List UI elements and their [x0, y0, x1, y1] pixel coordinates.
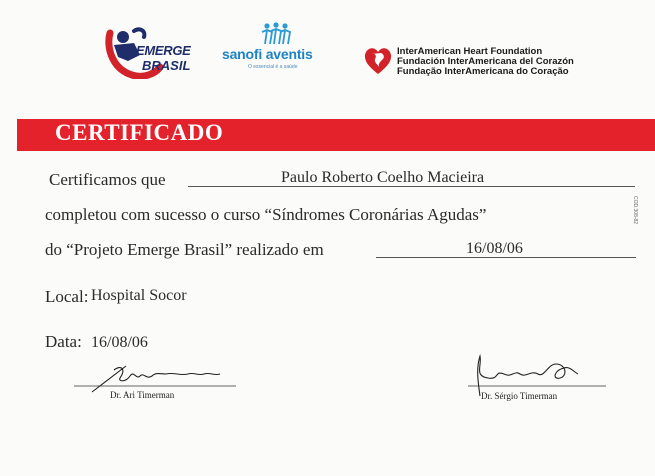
date-label: Data:: [45, 332, 82, 351]
course-date: 16/08/06: [466, 240, 523, 257]
certify-prefix-text: Certificamos que: [49, 170, 166, 189]
signature-name-2: Dr. Sérgio Timerman: [481, 391, 558, 401]
recipient-name: Paulo Roberto Coelho Macieira: [281, 169, 485, 186]
local-label: Local:: [45, 287, 89, 306]
emerge-logo-line1: EMERGE: [136, 43, 191, 58]
local-value: Hospital Socor: [91, 287, 187, 304]
side-document-code: COD.308-82: [632, 196, 638, 225]
emerge-logo-line2: BRASIL: [142, 58, 191, 73]
iahf-name-spanish: Fundación InterAmericana del Corazón: [397, 56, 574, 67]
sanofi-logo-name: sanofi aventis: [222, 46, 313, 62]
course-completion-text: completou com sucesso o curso “Síndromes Coronárias Agudas”: [45, 205, 487, 224]
signature-ari-timerman: [70, 360, 240, 394]
sanofi-figures-icon: [258, 22, 294, 46]
certificate-title: CERTIFICADO: [55, 120, 224, 145]
signature-name-1: Dr. Ari Timerman: [110, 390, 175, 400]
heart-globe-icon: [362, 45, 394, 77]
iahf-name-english: InterAmerican Heart Foundation: [397, 46, 543, 57]
sanofi-logo-tagline: O essencial é a saúde: [248, 64, 298, 70]
iahf-name-portuguese: Fundação InterAmericana do Coração: [397, 66, 569, 77]
date-value: 16/08/06: [91, 334, 148, 351]
project-text: do “Projeto Emerge Brasil” realizado em: [45, 240, 324, 259]
